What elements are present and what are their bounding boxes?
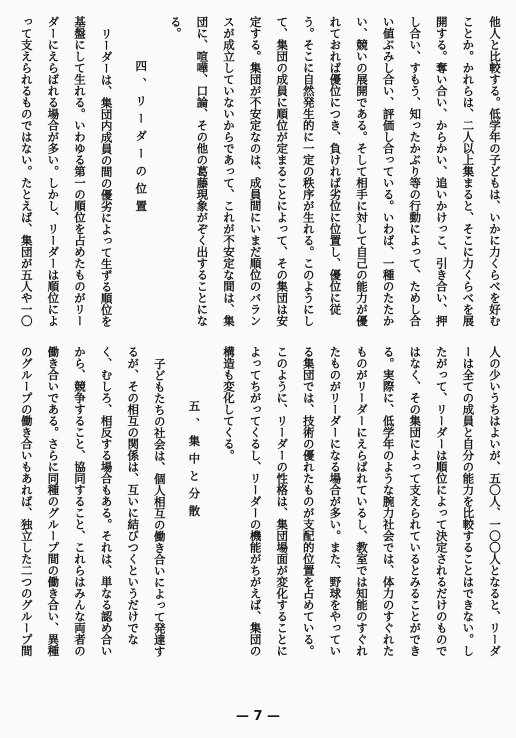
text-line: るが、その相互の関係は、互いに結びつくというだけでな — [126, 346, 141, 645]
text-line: スが成立していないからであって、これが不安定な間は、集 — [222, 16, 236, 327]
text-line: 人の少いうちはよいが、五〇人、一〇〇人となると、リーダ — [488, 346, 502, 657]
text-line: く、むしろ、相反する場合もある。それは、単なる認め合い — [99, 346, 114, 657]
text-line: て、集団の成員に順位が定まることによって、その集団は安 — [275, 16, 290, 327]
text-line: たものがリーダーになる場合が多い。また、野球をやってい — [328, 346, 343, 657]
text-line: ものがリーダーにえらばれているし、教室では知能のすぐれ — [355, 346, 369, 657]
page-number: — 7 — — [235, 709, 281, 724]
text-line: 他人と比較する。低学年の子どもは、いかに力くらべを好む — [488, 16, 502, 327]
text-line: し合い、すもう、知ったかぶり等の行動によって、ためし合 — [408, 16, 423, 327]
text-line: ーは全ての成員と自分の能力を比較することはできない。し — [461, 346, 476, 657]
text-line: い、競いの展開である。そして相手に対して自己の能力が優 — [355, 16, 369, 327]
text-line: ダーにえらばれる場合が多い。しかし、リーダーは順位によ — [46, 16, 61, 327]
text-line: う。そこに自然発生的に一定の秩序が生れる。このようにし — [301, 16, 316, 327]
text-line: 開する。奪い合い、からかい、追いかけっこ、引き合い、押 — [434, 16, 449, 327]
text-line: い値ぶみし合い、評価し合っている。いわば、一種のたたか — [381, 16, 396, 327]
section-heading: 四、リーダーの位置 — [134, 60, 149, 218]
text-line: って支えられるものではない。たとえば、集団が五人や一〇 — [19, 16, 34, 327]
text-line: よってちがってくるし、リーダーの機能がちがえば、集団の — [248, 346, 263, 657]
text-line: 基盤にして生れる。いわゆる第一の順位を占めたものがリー — [73, 16, 87, 327]
text-line: る集団では、技術の優れたものが支配的位置を占めている。 — [301, 346, 316, 657]
text-line: 働き合いである。さらに同種のグループ間の働き合い、異種 — [46, 346, 61, 657]
text-line: このように、リーダーの性格は、集団場面が変化することに — [275, 346, 290, 657]
text-line: る。実際に、低学年のような腕力社会では、体力のすぐれた — [381, 346, 396, 657]
text-line: る。 — [168, 16, 183, 39]
text-line: れておれば優位につき、負ければ劣位に位置し、優位に従 — [328, 16, 343, 315]
text-line: 構造も変化してくる。 — [222, 346, 236, 461]
text-line: 定する。集団が不安定なのは、成員間にいまだ順位のバラン — [248, 16, 263, 327]
text-line: から、競争すること、協同すること、これらはみんな両者の — [73, 346, 87, 657]
text-line: ことか。かれらは、二人以上集まると、そこに力くらべを展 — [461, 16, 476, 327]
text-line: のグループの働き合いもあれば、独立した二つのグループ間 — [19, 346, 34, 657]
text-line: はなく、その集団によって支えられているとみることができ — [408, 346, 423, 657]
text-line: リーダーは、集団内成員の間の優劣によって生ずる順位を — [99, 27, 114, 327]
text-line: 子どもたちの社会は、個人相互の働き合いによって発達す — [152, 357, 167, 657]
text-line: たがって、リーダーは順位によって決定されるだけのもので — [434, 346, 449, 657]
section-heading: 五、集中と分散 — [187, 400, 202, 523]
text-line: 団に、喧嘩、口論、その他の葛藤現象がぞく出することにな — [195, 16, 210, 327]
